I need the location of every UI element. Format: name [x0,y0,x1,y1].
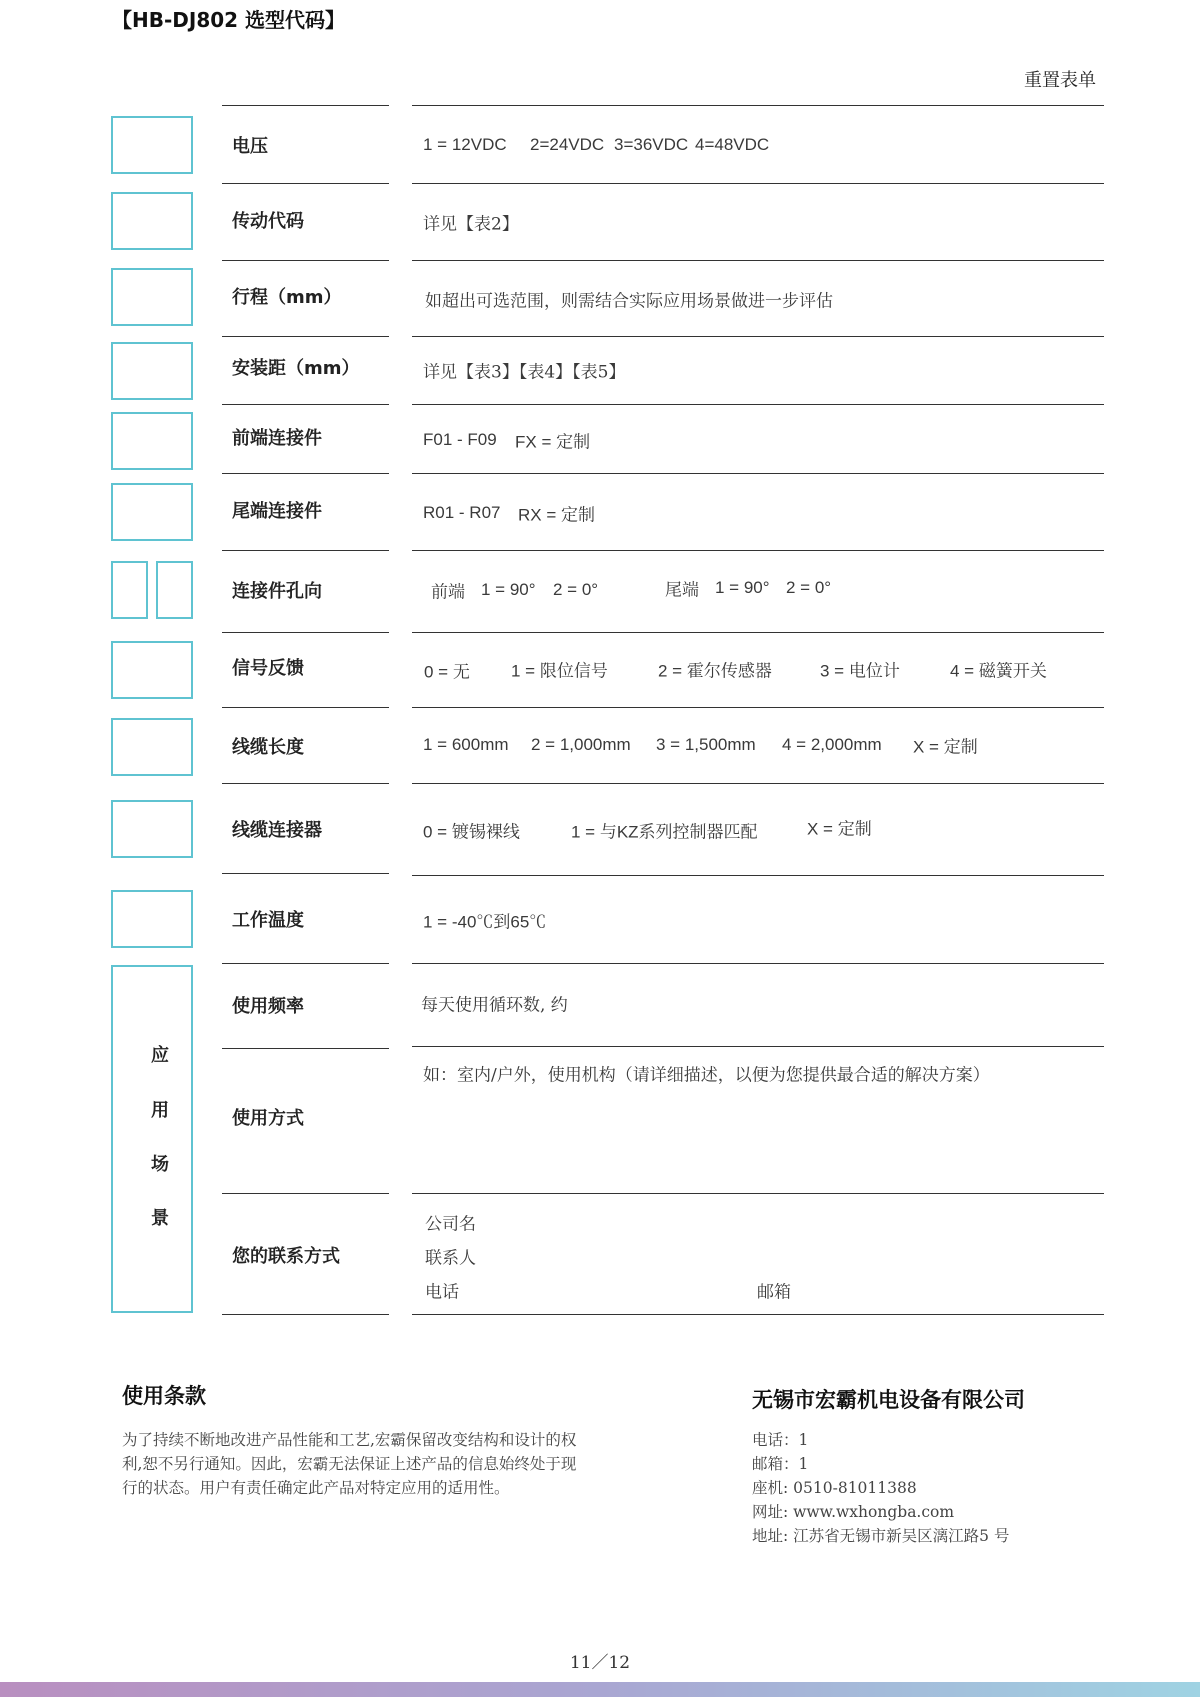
cable-length-option: X = 定制 [913,737,978,757]
voltage-option: 1 = 12VDC [423,135,507,154]
temperature-input[interactable] [111,890,193,948]
cable-length-option: 3 = 1,500mm [656,735,756,754]
rear-hole-direction-input[interactable] [156,561,193,619]
terms-heading: 使用条款 [122,1384,206,1408]
divider [412,632,1104,633]
front-connector-option: FX = 定制 [515,432,591,452]
voltage-option: 4=48VDC [695,135,770,154]
usage-frequency-label: 使用频率 [232,996,304,1017]
cable-length-option: 1 = 600mm [423,735,509,754]
signal-option: 4 = 磁簧开关 [950,661,1047,681]
divider [222,260,389,261]
divider [222,473,389,474]
divider [222,336,389,337]
divider [222,183,389,184]
divider [412,963,1104,964]
temperature-option: 1 = -40℃到65℃ [423,912,547,932]
divider [222,1314,389,1315]
company-landline: 座机: 0510-81011388 [752,1479,917,1497]
usage-method-label: 使用方式 [232,1108,304,1129]
divider [222,783,389,784]
front-connector-input[interactable] [111,412,193,470]
divider [412,707,1104,708]
stroke-input[interactable] [111,268,193,326]
cable-length-option: 2 = 1,000mm [531,735,631,754]
footer-gradient-bar [0,1682,1200,1697]
rear-connector-label: 尾端连接件 [232,501,322,522]
divider [412,550,1104,551]
divider [412,473,1104,474]
signal-option: 0 = 无 [424,662,470,682]
divider [222,550,389,551]
divider [412,404,1104,405]
divider [412,875,1104,876]
company-phone: 电话：1 [752,1431,809,1449]
cable-connector-input[interactable] [111,800,193,858]
divider [222,404,389,405]
cable-length-option: 4 = 2,000mm [782,735,882,754]
mount-distance-input[interactable] [111,342,193,400]
signal-option: 1 = 限位信号 [511,661,608,681]
divider [222,632,389,633]
signal-option: 3 = 电位计 [820,661,900,681]
reset-form-button[interactable]: 重置表单 [1024,70,1096,91]
terms-body [122,1428,612,1500]
contact-label: 您的联系方式 [232,1246,340,1267]
cable-connector-label: 线缆连接器 [232,820,322,841]
cable-length-label: 线缆长度 [232,737,304,758]
mount-distance-label: 安装距（mm） [232,358,360,379]
hole-direction-option: 2 = 0° [553,580,599,599]
voltage-option: 3=36VDC [614,135,689,154]
divider [412,783,1104,784]
hole-direction-option: 1 = 90° [481,580,536,599]
divider [412,1314,1104,1315]
divider [412,105,1104,106]
cable-length-input[interactable] [111,718,193,776]
rear-connector-option: R01 - R07 [423,503,501,522]
terms-line: 利,恕不另行通知。因此，宏霸无法保证上述产品的信息始终处于现 [122,1455,577,1473]
divider [412,260,1104,261]
hole-direction-rear-label: 尾端 [665,580,699,601]
divider [222,963,389,964]
divider [412,183,1104,184]
temperature-label: 工作温度 [232,910,304,931]
front-connector-label: 前端连接件 [232,428,322,449]
divider [222,1193,389,1194]
divider [412,336,1104,337]
hole-direction-option: 1 = 90° [715,578,770,597]
voltage-label: 电压 [232,136,268,157]
contact-person-field[interactable]: 联系人 [425,1248,476,1269]
terms-line: 行的状态。用户有责任确定此产品对特定应用的适用性。 [122,1479,510,1497]
page-title: 【HB-DJ802 选型代码】 [112,8,346,32]
company-name: 无锡市宏霸机电设备有限公司 [752,1388,1025,1412]
divider [412,1046,1104,1047]
hole-direction-label: 连接件孔向 [232,581,322,602]
divider [222,1048,389,1049]
front-hole-direction-input[interactable] [111,561,148,619]
drive-code-note: 详见【表2】 [423,214,519,235]
voltage-option: 2=24VDC [530,135,605,154]
signal-option: 2 = 霍尔传感器 [658,661,772,681]
divider [412,1193,1104,1194]
company-name-field[interactable]: 公司名 [425,1214,476,1235]
drive-code-label: 传动代码 [232,211,304,232]
rear-connector-input[interactable] [111,483,193,541]
stroke-note: 如超出可选范围，则需结合实际应用场景做进一步评估 [425,291,833,312]
email-field[interactable]: 邮箱 [757,1282,791,1303]
mount-distance-note: 详见【表3】【表4】【表5】 [423,362,626,383]
front-connector-option: F01 - F09 [423,430,497,449]
signal-feedback-input[interactable] [111,641,193,699]
application-scene-group [111,965,193,1313]
cable-connector-option: 0 = 镀锡裸线 [423,822,520,842]
company-email: 邮箱：1 [752,1455,809,1473]
stroke-label: 行程（mm） [232,287,342,308]
divider [222,105,389,106]
hole-direction-option: 2 = 0° [786,578,832,597]
usage-frequency-note[interactable]: 每天使用循环数, 约 [421,995,568,1016]
cable-connector-option: 1 = 与KZ系列控制器匹配 [571,822,758,842]
rear-connector-option: RX = 定制 [518,505,595,525]
divider [222,707,389,708]
terms-line: 为了持续不断地改进产品性能和工艺,宏霸保留改变结构和设计的权 [122,1431,577,1449]
company-address: 地址: 江苏省无锡市新吴区漓江路5 号 [752,1527,1010,1545]
voltage-code-input[interactable] [111,116,193,174]
page-number: 11／12 [569,1653,631,1673]
cable-connector-option: X = 定制 [807,819,872,839]
usage-method-note[interactable]: 如：室内/户外，使用机构（请详细描述，以便为您提供最合适的解决方案） [423,1065,990,1086]
drive-code-input[interactable] [111,192,193,250]
hole-direction-front-label: 前端 [431,582,465,603]
signal-feedback-label: 信号反馈 [232,658,304,679]
divider [222,873,389,874]
phone-field[interactable]: 电话 [425,1282,459,1303]
company-website[interactable]: 网址: www.wxhongba.com [752,1503,955,1521]
